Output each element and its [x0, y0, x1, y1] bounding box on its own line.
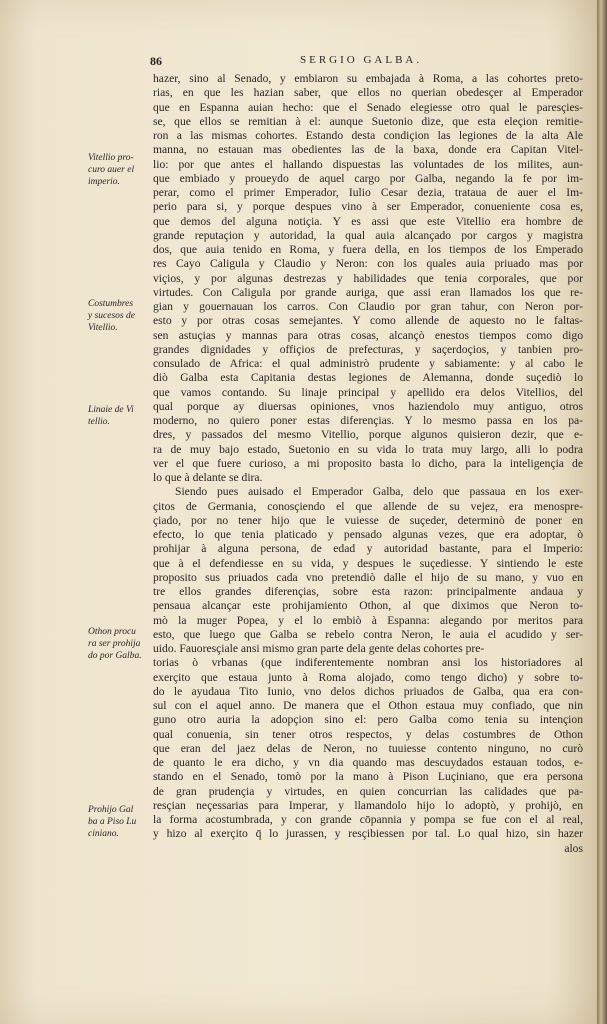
- text-line: proposito sus priuados cada vno pretendiò dalle el hijo de su mano, y vuo en: [153, 570, 583, 584]
- margin-note-piso: [88, 804, 152, 840]
- margin-note-line: Vitellio pro-: [88, 153, 134, 163]
- text-line: sen astuçias y mannas para otras cosas, alcançò enestos tiempos como digo: [153, 328, 583, 342]
- text-line: qual conuenia, sin tener otros respectos, y delas costumbres de Othon: [153, 727, 583, 741]
- text-line: ver el que fuere curioso, a mi proposito basta lo dicho, para la inteligençia de: [153, 456, 583, 470]
- text-line: resçian neçessarias para Imperar, y llamandolo hijo lo adoptò, y prohijò, en: [153, 798, 583, 812]
- text-line: stando en el Senado, tomò por la mano à Pison Luçiniano, que era persona: [153, 770, 583, 784]
- text-line: prohijar à alguna persona, de edad y autoridad bastante, para el Imperio:: [153, 542, 583, 556]
- margin-note-line: Othon procu: [88, 627, 136, 637]
- text-line: de gran prudençia y virtudes, en quien concurrian las calidades que pa-: [153, 784, 583, 798]
- text-line: dres, y passados del mesmo Vitellio, porque algunos quisieron dezir, que e-: [153, 428, 583, 442]
- text-line: efecto, lo que tenia platicado y pensado algunas vezes, que era adoptar, ò: [153, 528, 583, 541]
- text-line: mò la muger Popea, y el lo embiò à Espanna: alegando por meritos para: [153, 613, 583, 627]
- margin-note-line: curo auer el: [88, 165, 135, 175]
- margin-note-line: do por Galba.: [88, 651, 142, 661]
- margin-note-line: ra ser prohija: [88, 639, 141, 649]
- text-line: ra de muy bajo estado, Suetonio en su vida lo trata muy largo, alli lo podra: [153, 442, 583, 456]
- text-line: esto y por otras cosas semejantes. Y como allende de aquesto no le faltas-: [153, 314, 583, 328]
- text-line: sul con el aquel anno. De manera que el Othon estaua muy confiado, que nin: [153, 699, 583, 712]
- page-number: 86: [150, 54, 162, 68]
- text-line: viçios, y por algunas destrezas y habilidades que tenia corporales, que por: [153, 271, 583, 285]
- text-line: moderno, no quiero poner estas diferençias. Y lo mesmo passa en los pa-: [153, 414, 583, 427]
- text-line: uido. Fauoresçiale ansi mismo gran parte dela gente delas cohortes pre-: [153, 642, 485, 655]
- text-line: hazer, sino al Senado, y embiaron su embajada à Roma, a las cohortes preto-: [153, 72, 583, 85]
- text-line: lo que à delante se dira.: [153, 471, 263, 484]
- text-line: perar, como el primer Emperador, Iulio Cesar dezia, trataua de auer el Im-: [153, 186, 583, 199]
- text-line: pensaua alcançar este prohijamiento Othon, al que diximos que Neron to-: [153, 599, 583, 613]
- text-line: Siendo pues auisado el Emperador Galba, delo que passaua en los exer-: [175, 485, 583, 499]
- margin-note-costumbres: [88, 298, 152, 334]
- text-line: do le ayudaua Tito Iunio, vno delos dichos priuados de Galba, qua era con-: [153, 684, 583, 698]
- text-line: que eran del jaez delas de Neron, no tuuiesse contento ninguno, no curò: [153, 741, 583, 755]
- text-line: diò Galba esta Capitania destas legiones de Alemanna, donde suçediò lo: [153, 371, 583, 385]
- text-line: que embiado y proueydo de aquel cargo por Galba, negando la fe por im-: [153, 171, 583, 185]
- text-line: que demos del alguna notiçia. Y es assi que este Vitellio era hombre de: [153, 214, 583, 228]
- text-line: manna, no estauan mas obedientes las de la baxa, donde era Capitan Vitel-: [153, 143, 583, 157]
- margin-note-vitellio-imperio: [88, 152, 152, 188]
- text-line: esto, que luego que Galba se rebelo contra Neron, le auia el acudido y ser-: [153, 627, 583, 641]
- text-line: que en Espanna auian hecho: que el Senado elegiesse otro qual le paresçies-: [153, 100, 583, 114]
- body-text: [153, 72, 583, 856]
- text-line: guno otro auria la adopçion sino el: pero Galba como tenia su intençion: [153, 713, 583, 727]
- text-line: virtudes. Con Caligula por grande auriga, que assi eran llamados los que re-: [153, 285, 583, 299]
- text-line: çiado, por no tener hijo que le vuiesse de suçeder, determinò de poner en: [153, 513, 583, 527]
- text-line: gian y gouernauan los carros. Con Claudio por gran tahur, con Neron por-: [153, 300, 583, 313]
- margin-note-line: imperio.: [88, 177, 120, 187]
- text-line: grandes dignidades y offiçios de prefecturas, y saçerdoçios, y tanbien pro-: [153, 342, 583, 356]
- text-line: y hizo al exerçito q̄ lo jurassen, y resçibiessen por tal. Lo qual hizo, sin hazer: [153, 827, 583, 841]
- text-line: de quanto le era dicho, y vn dia quando mas descuydados estauan todos, e-: [153, 756, 583, 769]
- page-edge: [597, 0, 607, 1024]
- text-line: rias, en que les hazian saber, que ellos no querian obedesçer al Emperador: [153, 86, 583, 100]
- text-line: dos, que auia tenido en Roma, y fuera della, en los tiempos de los Emperado: [153, 243, 583, 256]
- text-line: la forma acostumbrada, y con grande cōpannia y pompa se fue con el al real,: [153, 813, 583, 826]
- text-line: torias ò vrbanas (que indiferentemente nombran ansi los historiadores al: [153, 656, 583, 670]
- margin-note-line: y sucesos de: [88, 311, 135, 321]
- text-line: tre ellos grandes diferençias, sobre esta razon: principalmente andaua y: [153, 585, 583, 598]
- margin-note-line: ciniano.: [88, 829, 119, 839]
- margin-note-line: Linaie de Vi: [88, 405, 134, 415]
- margin-note-line: Costumbres: [88, 299, 134, 309]
- page-header: [150, 54, 590, 70]
- text-line: lio: por que antes el hallando dispuestas las voluntades de los milites, aun-: [153, 157, 583, 171]
- text-line: exerçito que estaua junto à Roma alojado, como tengo dicho) y sobre to-: [153, 670, 583, 684]
- text-line: que à el defendiesse en su vida, y despues le suçediesse. Y sintiendo le este: [153, 556, 583, 570]
- text-line: qual porque ay diuersas opiniones, vnos haziendolo muy antiguo, otros: [153, 399, 583, 413]
- text-line: se, que ellos se remitian à el: aunque Suetonio dize, que esta eleçion remitie-: [153, 114, 583, 128]
- margin-note-line: ba a Piso Lu: [88, 817, 137, 827]
- text-line: que vamos contando. Su linaje principal y apellido era delos Vitellios, del: [153, 385, 583, 399]
- text-line: alos: [564, 841, 583, 855]
- text-line: grande reputaçion y autoridad, la qual auia alcançado por cargos y magistra: [153, 228, 583, 242]
- margin-note-othon: [88, 626, 152, 662]
- margin-note-line: Prohijo Gal: [88, 805, 134, 815]
- running-title: SERGIO GALBA.: [300, 54, 423, 66]
- text-line: res Cayo Caligula y Claudio y Neron: con los quales auia priuado mas por: [153, 257, 583, 271]
- margin-note-line: tellio.: [88, 417, 110, 427]
- text-line: ron a las mismas cohortes. Estando desta condiçion las legiones de la alta Ale: [153, 129, 583, 142]
- text-line: perio para si, y porque despues vino à ser Emperador, conueniente cosa es,: [153, 200, 583, 214]
- text-line: consulado de Africa: el qual administrò prudente y sabiamente: y al cabo le: [153, 357, 583, 370]
- margin-note-linaje: [88, 404, 152, 428]
- margin-note-line: Vitellio.: [88, 323, 118, 333]
- text-line: çitos de Germania, conosçiendo el que allende de su vejez, era menospre-: [153, 499, 583, 513]
